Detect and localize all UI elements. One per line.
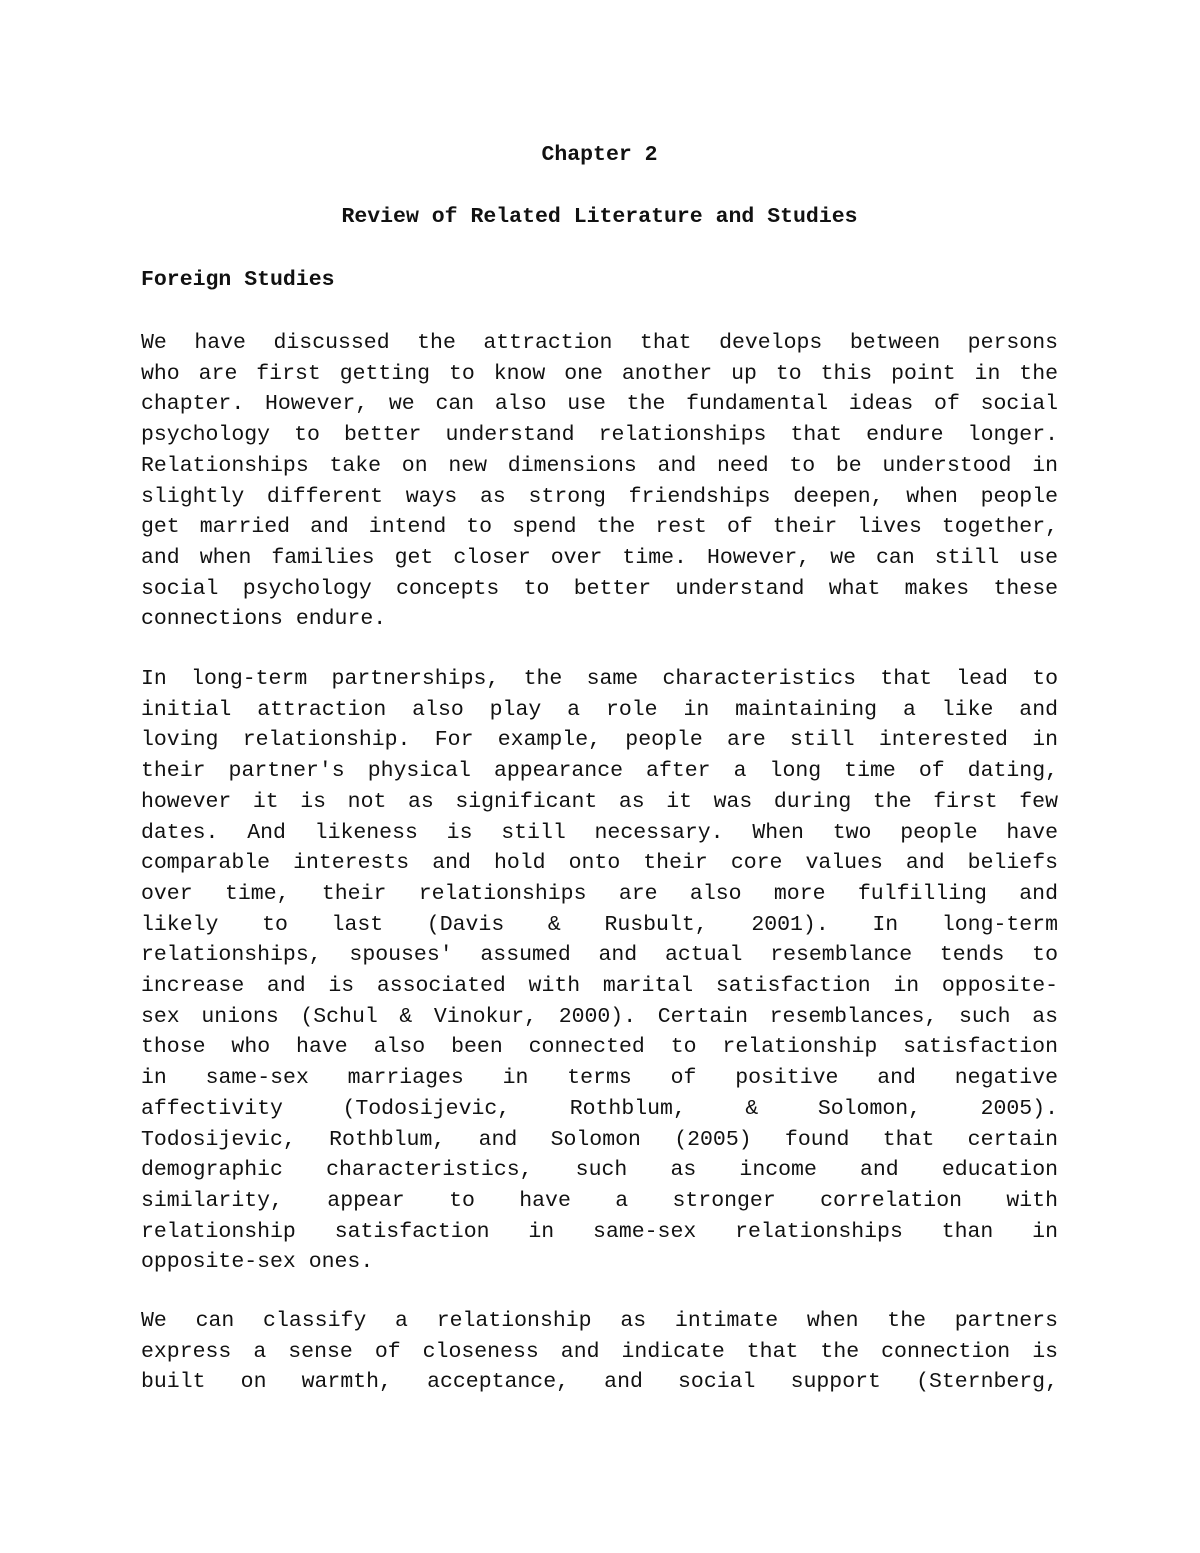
text-line: express a sense of closeness and indicate that the connection is [141, 1339, 1058, 1364]
text-line: who are first getting to know one another up to this point in the [141, 361, 1058, 386]
text-line: relationships, spouses' assumed and actual resemblance tends to [141, 943, 1058, 968]
text-line: demographic characteristics, such as income and education [141, 1158, 1058, 1183]
text-line: opposite-sex ones. [141, 1250, 374, 1275]
text-line: get married and intend to spend the rest of their lives together, [141, 515, 1058, 540]
text-line: loving relationship. For example, people are still interested in [141, 728, 1058, 753]
text-line: similarity, appear to have a stronger correlation with [141, 1188, 1058, 1213]
text-line: likely to last (Davis & Rusbult, 2001). In long-term [141, 912, 1058, 937]
text-line: chapter. However, we can also use the fundamental ideas of social [141, 392, 1058, 417]
text-line: In long-term partnerships, the same characteristics that lead to [141, 667, 1058, 691]
text-line: in same-sex marriages in terms of positive and negative [141, 1066, 1058, 1091]
text-line: connections endure. [141, 607, 387, 632]
subsection-heading: Foreign Studies [141, 268, 335, 292]
text-line: and when families get closer over time. However, we can still use [141, 545, 1058, 570]
paragraph-3 [141, 1306, 1058, 1398]
paragraph-2 [141, 664, 1058, 1278]
text-line: dates. And likeness is still necessary. When two people have [141, 820, 1058, 845]
text-line: comparable interests and hold onto their core values and beliefs [141, 851, 1058, 876]
text-line: slightly different ways as strong friendships deepen, when people [141, 484, 1058, 509]
text-line: increase and is associated with marital satisfaction in opposite- [141, 974, 1058, 999]
text-line: however it is not as significant as it was during the first few [141, 789, 1058, 814]
text-line: relationship satisfaction in same-sex relationships than in [141, 1219, 1058, 1244]
chapter-heading: Chapter 2 [541, 143, 658, 167]
text-line: built on warmth, acceptance, and social support (Sternberg, [141, 1370, 1058, 1395]
text-line: We can classify a relationship as intimate when the partners [141, 1309, 1058, 1333]
text-line: initial attraction also play a role in maintaining a like and [141, 697, 1058, 722]
section-heading: Review of Related Literature and Studies [341, 205, 858, 229]
text-line: their partner's physical appearance after a long time of dating, [141, 759, 1058, 784]
text-line: Todosijevic, Rothblum, and Solomon (2005) found that certain [141, 1127, 1058, 1152]
text-line: psychology to better understand relationships that endure longer. [141, 423, 1058, 448]
text-line: We have discussed the attraction that develops between persons [141, 331, 1058, 355]
paragraph-1 [141, 328, 1058, 635]
text-line: social psychology concepts to better understand what makes these [141, 576, 1058, 601]
text-line: over time, their relationships are also more fulfilling and [141, 881, 1058, 906]
text-line: those who have also been connected to relationship satisfaction [141, 1035, 1058, 1060]
text-line: Relationships take on new dimensions and need to be understood in [141, 453, 1058, 478]
text-line: affectivity (Todosijevic, Rothblum, & Solomon, 2005). [141, 1096, 1058, 1121]
text-line: sex unions (Schul & Vinokur, 2000). Certain resemblances, such as [141, 1004, 1058, 1029]
